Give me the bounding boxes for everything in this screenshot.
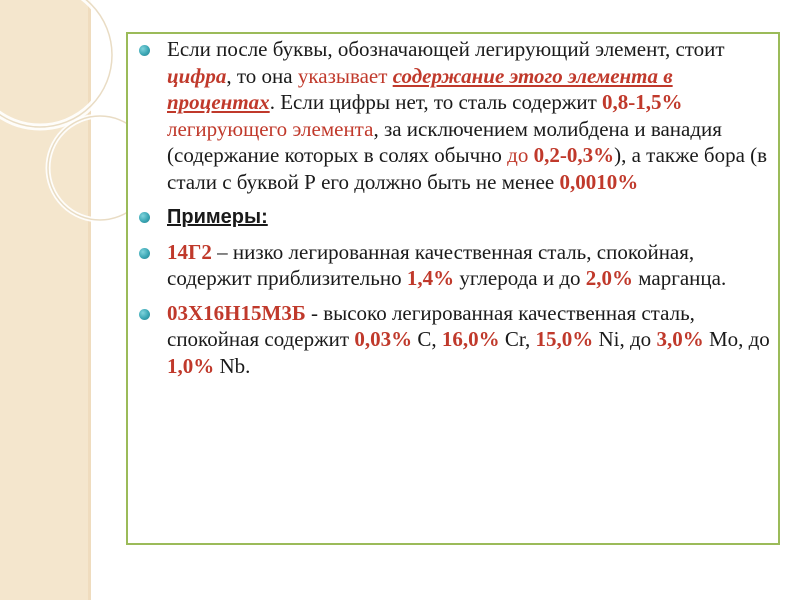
text-run: Nb.: [214, 353, 251, 378]
text-run: , за исключением молибдена и ванадия (содержание которых в солях обычно: [167, 116, 722, 167]
ring-large: [0, 0, 112, 127]
text-run: 1,0%: [167, 353, 215, 378]
bullet-item-rule: [139, 34, 773, 195]
bullet-item-example-14g2: [139, 239, 773, 292]
text-run: С,: [412, 327, 442, 351]
bullet-item-examples-heading: [139, 203, 773, 231]
text-run: 0,2-0,3%: [533, 143, 615, 167]
text-run: 16,0%: [441, 327, 500, 351]
text-run: содержание этого элемента в процентах: [167, 63, 673, 114]
text-run: указывает: [297, 63, 388, 88]
text-run: Mo, до: [703, 327, 770, 351]
text-run: 14Г2: [167, 239, 212, 264]
text-run: углерода и до: [454, 266, 586, 290]
text-run: легирующего элемента: [167, 116, 374, 141]
bullet-item-example-03x16: [139, 300, 773, 380]
text-run: ), а также бора (в стали с буквой Р его должно быть не менее: [167, 143, 768, 194]
text-run: - высоко легированная качественная сталь, спокойная содержит: [167, 300, 695, 351]
text-run: 0,03%: [354, 327, 413, 351]
text-run: – низко легированная качественная сталь, спокойная, содержит приблизительно: [167, 239, 695, 290]
text-run: 15,0%: [535, 327, 594, 351]
text-run: 2,0%: [585, 266, 634, 290]
text-run: 1,4%: [406, 266, 455, 290]
text-run: 3,0%: [656, 327, 704, 351]
text-run: 03Х16Н15М3Б: [167, 300, 306, 325]
text-run: марганца.: [633, 266, 727, 290]
text-run: цифра: [167, 63, 227, 88]
text-run: Cr,: [499, 327, 536, 351]
text-run: 0,8-1,5%: [602, 90, 683, 114]
bullet-list: [139, 34, 773, 387]
text-run: Если после буквы, обозначающей легирующий элемент, стоит: [167, 37, 725, 61]
text-run: до: [507, 143, 529, 167]
text-run: , то она: [226, 63, 298, 88]
content-frame: [126, 32, 780, 545]
text-run: Примеры:: [167, 206, 268, 228]
ring-large-outline: [0, 0, 112, 127]
text-run: . Если цифры нет, то сталь содержит: [269, 90, 603, 114]
text-run: Ni, до: [593, 327, 657, 351]
text-run: 0,0010%: [559, 169, 639, 194]
